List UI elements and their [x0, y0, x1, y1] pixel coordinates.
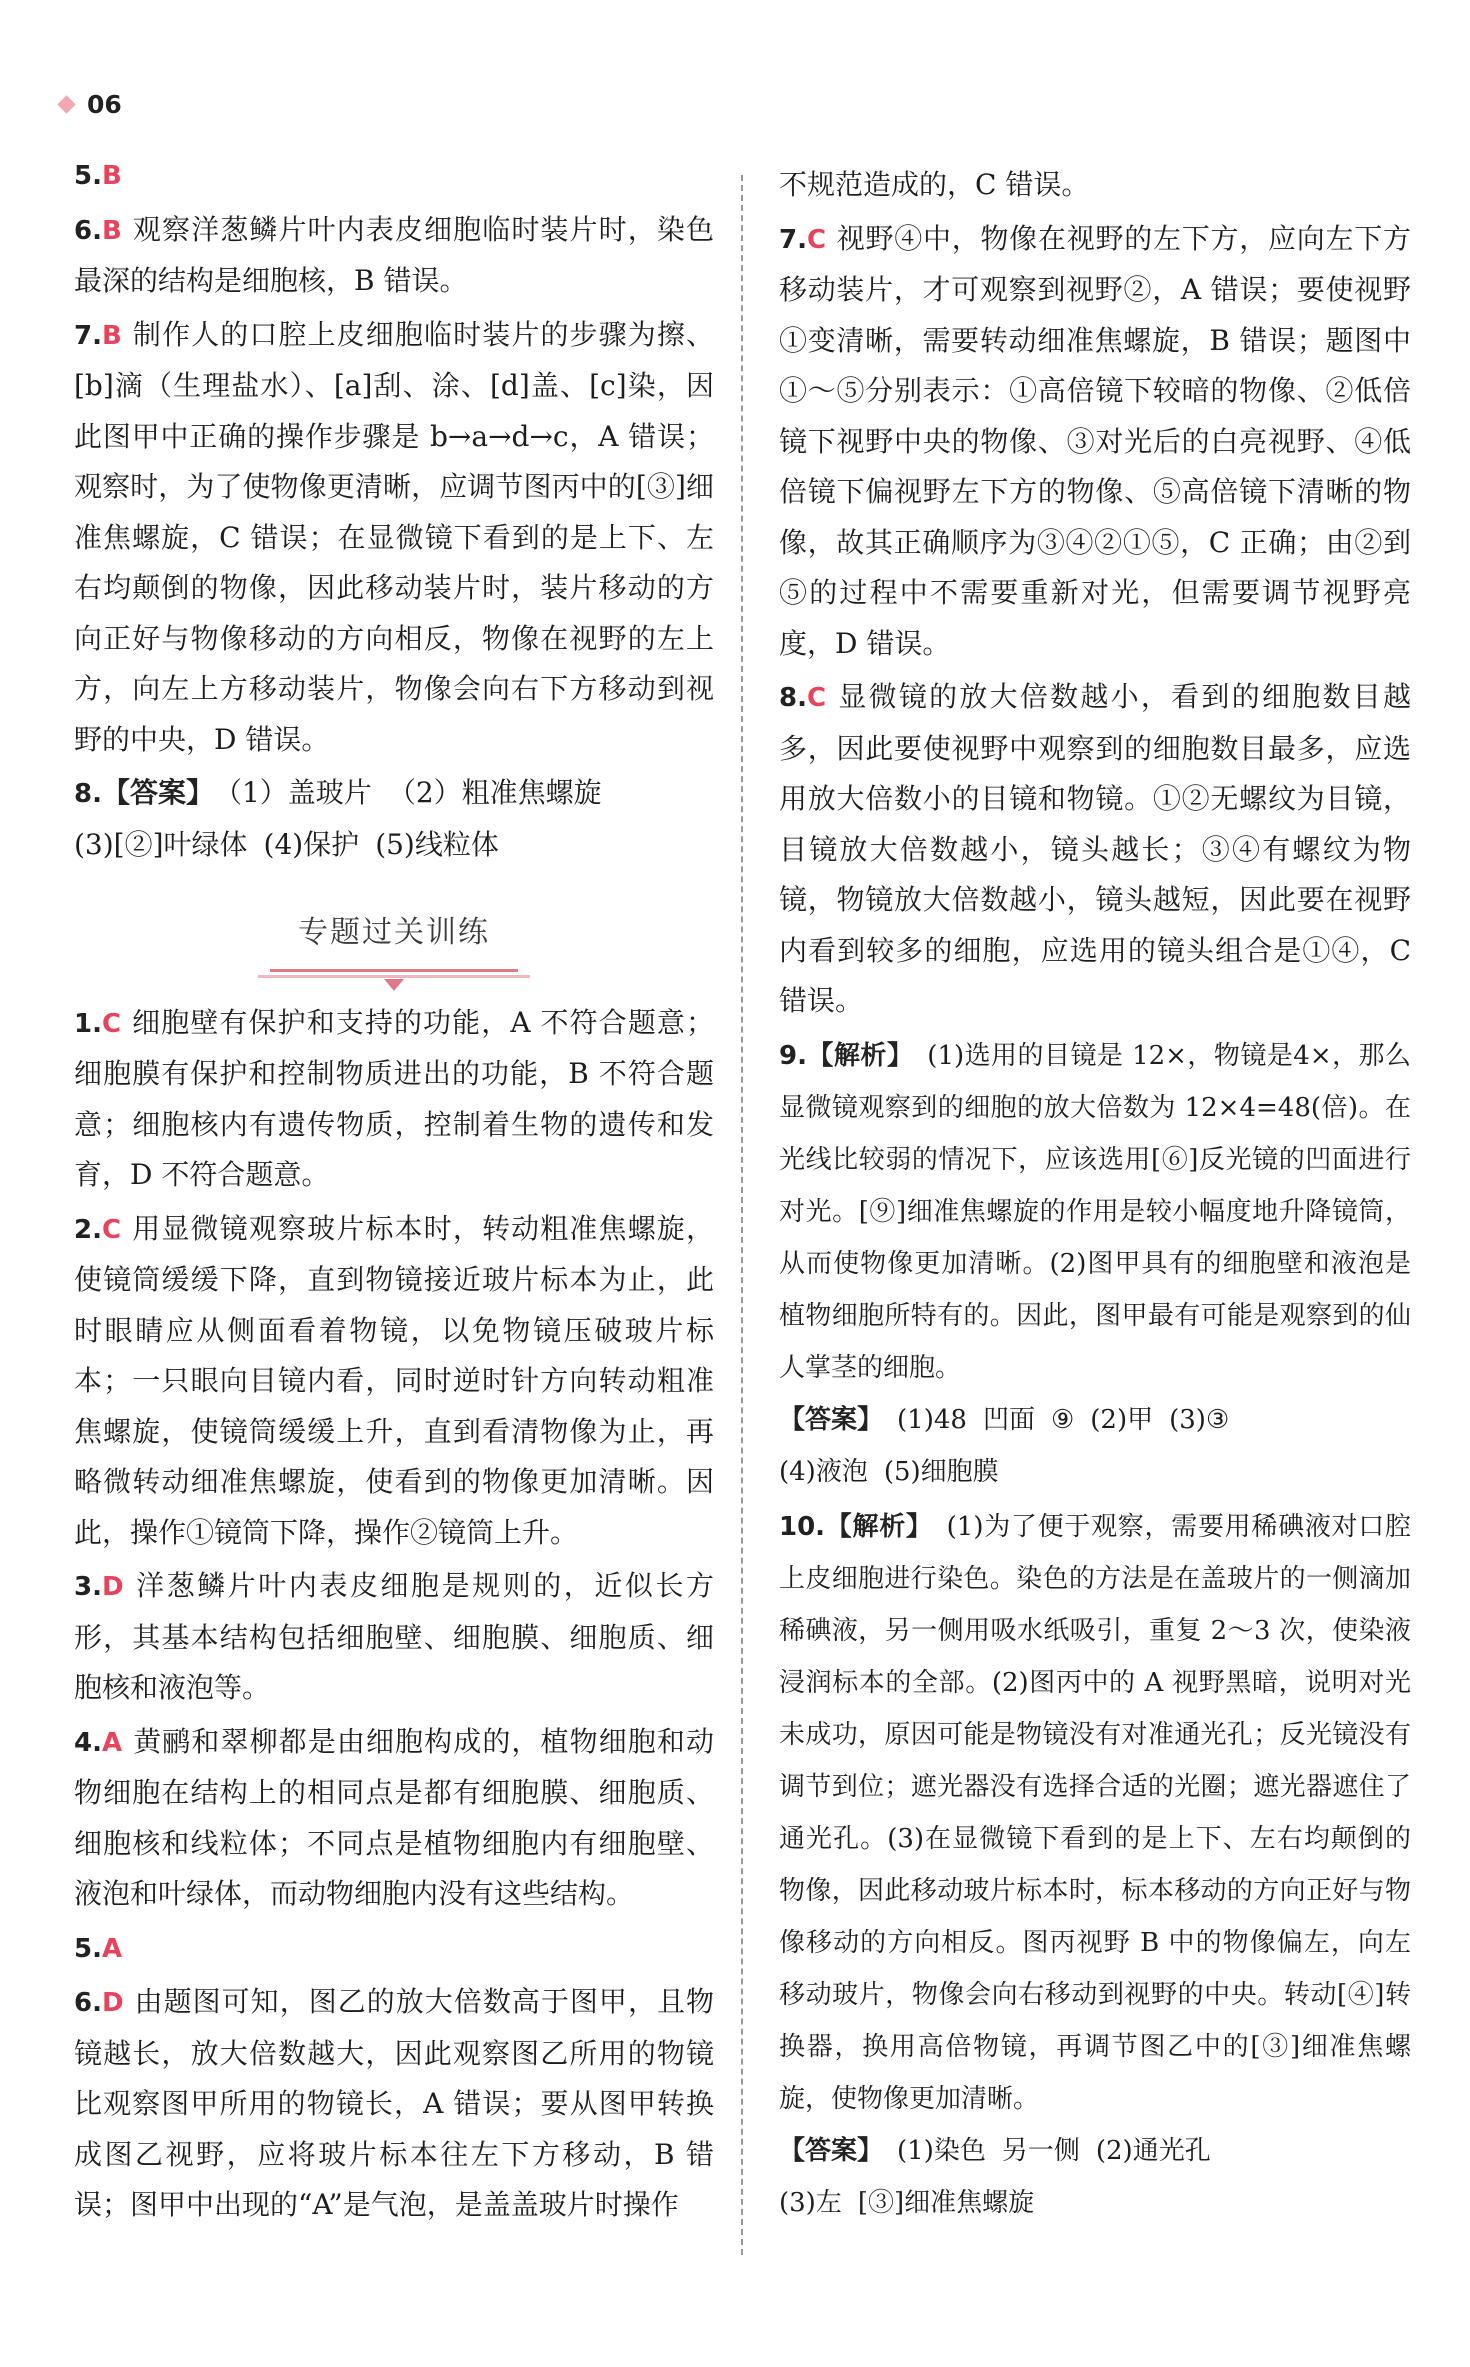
- explanation: 由题图可知，图乙的放大倍数高于图甲，且物镜越长，放大倍数越大，因此观察图乙所用的物镜比观察图甲所用的物镜长，A 错误；要从图甲转换成图乙视野，应将玻片标本往左下方移动，B 错误；图甲中出现的“A”是气泡，是盖盖玻片时操作: [74, 1985, 714, 2221]
- right-column: [779, 160, 1411, 2229]
- explanation: (1)选用的目镜是 12×，物镜是4×，那么显微镜观察到的细胞的放大倍数为 12×4=48(倍)。在光线比较弱的情况下，应该选用[⑥]反光镜的凹面进行对光。[⑨]细准焦螺旋的作用是较小幅度地升降镜筒，从而使物像更加清晰。(2)图甲具有的细胞壁和液泡是植物细胞所特有的。因此，图甲最有可能是观察到的仙人掌茎的细胞。: [779, 1040, 1411, 1383]
- analysis-tag: 【解析】: [825, 1511, 933, 1542]
- explanation: 视野④中，物像在视野的左下方，应向左下方移动装片，才可观察到视野②，A 错误；要使视野①变清晰，需要转动细准焦螺旋，B 错误；题图中①～⑤分别表示：①高倍镜下较暗的物像、②低倍镜下视野中央的物像、③对光后的白亮视野、④低倍镜下偏视野左下方的物像、⑤高倍镜下清晰的物像，故其正确顺序为③④②①⑤，C 正确；由②到⑤的过程中不需要重新对光，但需要调节视野亮度，D 错误。: [779, 221, 1411, 660]
- answer-letter: D: [101, 1988, 124, 2018]
- column-divider: [741, 175, 743, 2255]
- practice-answer-2: 2.C 用显微镜观察玻片标本时，转动粗准焦螺旋，使镜筒缓缓下降，直到物镜接近玻片标本为止，此时眼睛应从侧面看着物镜，以免物镜压破玻片标本；一只眼向目镜内看，同时逆时针方向转动粗准焦螺旋，使镜筒缓缓上升，直到看清物像为止，再略微转动细准焦螺旋，使看到的物像更加清晰。因此，操作①镜筒下降，操作②镜筒上升。: [74, 1211, 714, 1549]
- answer-5: 5.B: [74, 161, 122, 191]
- explanation: 细胞壁有保护和支持的功能，A 不符合题意；细胞膜有保护和控制物质进出的功能，B 不符合题意；细胞核内有遗传物质，控制着生物的遗传和发育，D 不符合题意。: [74, 1005, 714, 1191]
- explanation: 用显微镜观察玻片标本时，转动粗准焦螺旋，使镜筒缓缓下降，直到物镜接近玻片标本为止，此时眼睛应从侧面看着物镜，以免物镜压破玻片标本；一只眼向目镜内看，同时逆时针方向转动粗准焦螺旋，使镜筒缓缓上升，直到看清物像为止，再略微转动细准焦螺旋，使看到的物像更加清晰。因此，操作①镜筒下降，操作②镜筒上升。: [74, 1211, 714, 1549]
- diamond-icon: [57, 95, 75, 113]
- practice-answer-10: 10.【解析】 (1)为了便于观察，需要用稀碘液对口腔上皮细胞进行染色。染色的方法是在盖玻片的一侧滴加稀碘液，另一侧用吸水纸吸引，重复 2～3 次，使染液浸润标本的全部。(2)图丙中的 A 视野黑暗，说明对光未成功，原因可能是物镜没有对准通光孔；反光镜没有调节到位；遮光器没有选择合适的光圈；遮光器遮住了通光孔。(3)在显微镜下看到的是上下、左右均颠倒的物像，因此移动玻片标本时，标本移动的方向正好与物像移动的方向相反。图丙视野 B 中的物像偏左，向左移动玻片，物像会向右移动到视野的中央。转动[④]转换器，换用高倍物镜，再调节图乙中的[③]细准焦螺旋，使物像更加清晰。 【答案】 (1)染色 另一侧 (2)通光孔 (3)左 [③]细准焦螺旋: [779, 1511, 1411, 2218]
- answer-tag: 【答案】: [779, 1404, 884, 1435]
- practice-answer-1: 1.C 细胞壁有保护和支持的功能，A 不符合题意；细胞膜有保护和控制物质进出的功能，B 不符合题意；细胞核内有遗传物质，控制着生物的遗传和发育，D 不符合题意。: [74, 1005, 714, 1191]
- explanation: 洋葱鳞片叶内表皮细胞是规则的，近似长方形，其基本结构包括细胞壁、细胞膜、细胞质、细胞核和液泡等。: [74, 1569, 714, 1704]
- answer-letter: C: [101, 1214, 122, 1245]
- answer-letter: C: [806, 683, 827, 713]
- practice-answer-4: 4.A 黄鹂和翠柳都是由细胞构成的，植物细胞和动物细胞在结构上的相同点是都有细胞膜、细胞质、细胞核和线粒体；不同点是植物细胞内有细胞壁、液泡和叶绿体，而动物细胞内没有这些结构。: [74, 1724, 714, 1910]
- practice-answer-8: 8.C 显微镜的放大倍数越小，看到的细胞数目越多，因此要使视野中观察到的细胞数目最多，应选用放大倍数小的目镜和物镜。①②无螺纹为目镜，目镜放大倍数越小，镜头越长；③④有螺纹为物镜，物镜放大倍数越小，镜头越短，因此要在视野内看到较多的细胞，应选用的镜头组合是①④，C 错误。: [779, 680, 1411, 1017]
- page-number-text: 06: [87, 90, 122, 119]
- answer-letter: A: [101, 1933, 123, 1964]
- answer-8: 8.【答案】 （1）盖玻片 （2）粗准焦螺旋 (3)[②]叶绿体 (4)保护 (5)线粒体: [74, 776, 602, 861]
- answer-letter: B: [101, 161, 122, 191]
- answer-7: 7.B 制作人的口腔上皮细胞临时装片的步骤为擦、[b]滴（生理盐水）、[a]刮、涂、[d]盖、[c]染，因此图甲中正确的操作步骤是 b→a→d→c，A 错误；观察时，为了使物像更清晰，应调节图丙中的[③]细准焦螺旋，C 错误；在显微镜下看到的是上下、左右均颠倒的物像，因此移动装片时，装片移动的方向正好与物像移动的方向相反，物像在视野的左上方，向左上方移动装片，物像会向右下方移动到视野的中央，D 错误。: [74, 317, 714, 756]
- answer-letter: C: [101, 1008, 122, 1039]
- practice-answer-6: 6.D 由题图可知，图乙的放大倍数高于图甲，且物镜越长，放大倍数越大，因此观察图乙所用的物镜比观察图甲所用的物镜长，A 错误；要从图甲转换成图乙视野，应将玻片标本往左下方移动，B 错误；图甲中出现的“A”是气泡，是盖盖玻片时操作: [74, 1985, 714, 2221]
- explanation: 显微镜的放大倍数越小，看到的细胞数目越多，因此要使视野中观察到的细胞数目最多，应选用放大倍数小的目镜和物镜。①②无螺纹为目镜，目镜放大倍数越小，镜头越长；③④有螺纹为物镜，物镜放大倍数越小，镜头越短，因此要在视野内看到较多的细胞，应选用的镜头组合是①④，C 错误。: [779, 680, 1411, 1017]
- practice-answer-5: 5.A: [74, 1933, 123, 1964]
- page-number: [60, 90, 122, 119]
- answer-6: 6.B 观察洋葱鳞片叶内表皮细胞临时装片时，染色最深的结构是细胞核，B 错误。: [74, 212, 714, 297]
- left-column: [74, 150, 714, 2231]
- explanation: (1)为了便于观察，需要用稀碘液对口腔上皮细胞进行染色。染色的方法是在盖玻片的一侧滴加稀碘液，另一侧用吸水纸吸引，重复 2～3 次，使染液浸润标本的全部。(2)图丙中的 A 视野黑暗，说明对光未成功，原因可能是物镜没有对准通光孔；反光镜没有调节到位；遮光器没有选择合适的光圈；遮光器遮住了通光孔。(3)在显微镜下看到的是上下、左右均颠倒的物像，因此移动玻片标本时，标本移动的方向正好与物像移动的方向相反。图丙视野 B 中的物像偏左，向左移动玻片，物像会向右移动到视野的中央。转动[④]转换器，换用高倍物镜，再调节图乙中的[③]细准焦螺旋，使物像更加清晰。: [779, 1511, 1411, 2114]
- explanation: 黄鹂和翠柳都是由细胞构成的，植物细胞和动物细胞在结构上的相同点是都有细胞膜、细胞质、细胞核和线粒体；不同点是植物细胞内有细胞壁、液泡和叶绿体，而动物细胞内没有这些结构。: [74, 1724, 714, 1910]
- answer-letter: B: [101, 320, 122, 351]
- analysis-tag: 【解析】: [806, 1040, 914, 1071]
- answer-tag: 【答案】: [779, 2135, 884, 2166]
- answer-tag: 【答案】: [101, 776, 214, 809]
- explanation: 观察洋葱鳞片叶内表皮细胞临时装片时，染色最深的结构是细胞核，B 错误。: [74, 212, 714, 297]
- answer-letter: A: [101, 1727, 123, 1758]
- continued-text: 不规范造成的，C 错误。: [779, 168, 1090, 201]
- practice-answer-7: 7.C 视野④中，物像在视野的左下方，应向左下方移动装片，才可观察到视野②，A 错误；要使视野①变清晰，需要转动细准焦螺旋，B 错误；题图中①～⑤分别表示：①高倍镜下较暗的物像、②低倍镜下视野中央的物像、③对光后的白亮视野、④低倍镜下偏视野左下方的物像、⑤高倍镜下清晰的物像，故其正确顺序为③④②①⑤，C 正确；由②到⑤的过程中不需要重新对光，但需要调节视野亮度，D 错误。: [779, 221, 1411, 660]
- section-title-text: 专题过关训练: [270, 904, 518, 972]
- explanation: 制作人的口腔上皮细胞临时装片的步骤为擦、[b]滴（生理盐水）、[a]刮、涂、[d]盖、[c]染，因此图甲中正确的操作步骤是 b→a→d→c，A 错误；观察时，为了使物像更清晰，应调节图丙中的[③]细准焦螺旋，C 错误；在显微镜下看到的是上下、左右均颠倒的物像，因此移动装片时，装片移动的方向正好与物像移动的方向相反，物像在视野的左上方，向左上方移动装片，物像会向右下方移动到视野的中央，D 错误。: [74, 317, 714, 756]
- answer-letter: D: [101, 1572, 124, 1602]
- practice-answer-3: 3.D 洋葱鳞片叶内表皮细胞是规则的，近似长方形，其基本结构包括细胞壁、细胞膜、细胞质、细胞核和液泡等。: [74, 1569, 714, 1704]
- answer-letter: B: [101, 215, 122, 246]
- section-title: [74, 904, 714, 972]
- answer-letter: C: [806, 224, 827, 255]
- practice-answer-9: 9.【解析】 (1)选用的目镜是 12×，物镜是4×，那么显微镜观察到的细胞的放大倍数为 12×4=48(倍)。在光线比较弱的情况下，应该选用[⑥]反光镜的凹面进行对光。[⑨]细准焦螺旋的作用是较小幅度地升降镜筒，从而使物像更加清晰。(2)图甲具有的细胞壁和液泡是植物细胞所特有的。因此，图甲最有可能是观察到的仙人掌茎的细胞。 【答案】 (1)48 凹面 ⑨ (2)甲 (3)③ (4)液泡 (5)细胞膜: [779, 1040, 1411, 1487]
